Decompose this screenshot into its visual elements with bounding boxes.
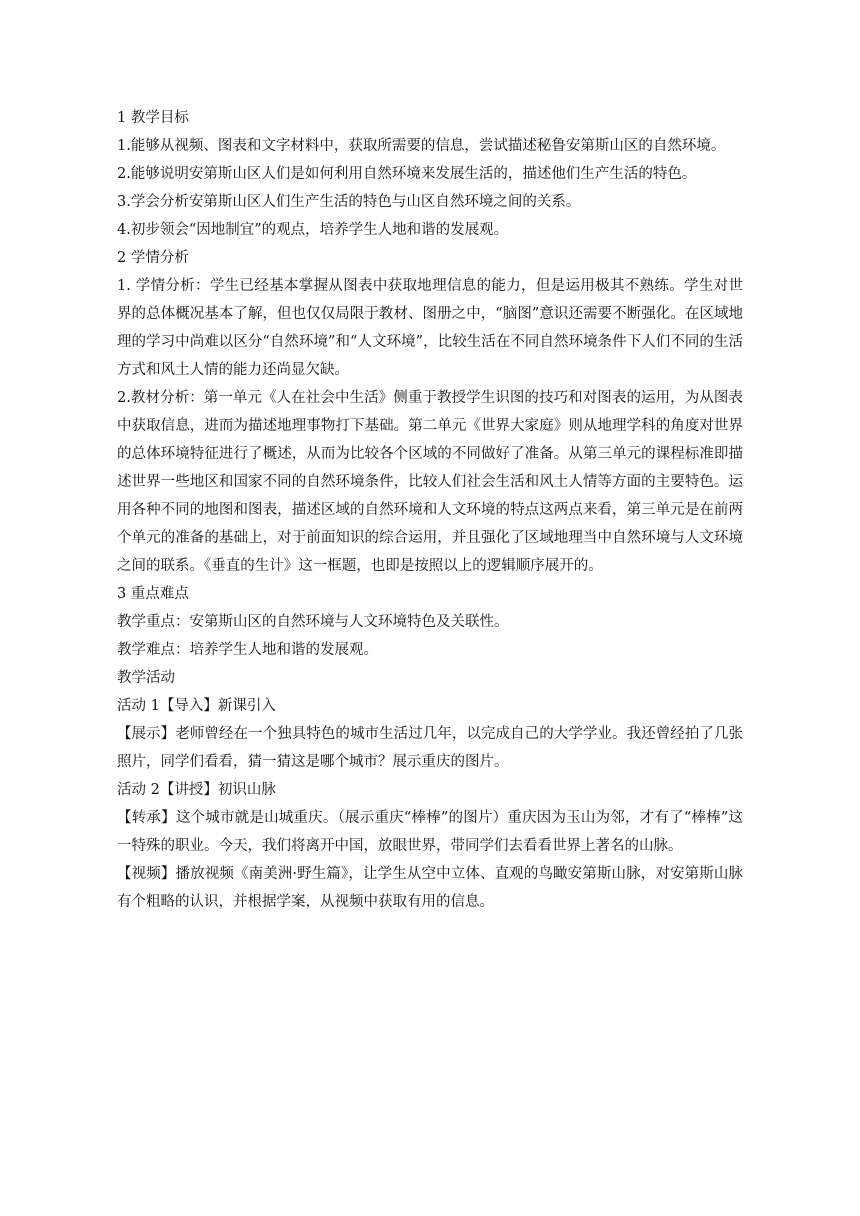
teaching-difficulty: 教学难点：培养学生人地和谐的发展观。 bbox=[117, 642, 378, 658]
teaching-key-point: 教学重点：安第斯山区的自然环境与人文环境特色及关联性。 bbox=[117, 614, 509, 630]
section-heading-student-analysis: 2 学情分析 bbox=[117, 250, 189, 266]
goal-item-4: 4.初步领会“因地制宜”的观点，培养学生人地和谐的发展观。 bbox=[117, 222, 509, 238]
activity-2-video-paragraph: 【视频】播放视频《南美洲·野生篇》，让学生从空中立体、直观的鸟瞰安第斯山脉，对安第斯山脉有个粗略的认识，并根据学案，从视频中获取有用的信息。 bbox=[117, 866, 743, 910]
section-heading-activities: 教学活动 bbox=[117, 670, 175, 686]
activity-1-heading: 活动 1【导入】新课引入 bbox=[117, 698, 276, 714]
goal-item-1: 1.能够从视频、图表和文字材料中，获取所需要的信息，尝试描述秘鲁安第斯山区的自然环境。 bbox=[117, 138, 726, 154]
section-heading-key-points: 3 重点难点 bbox=[117, 586, 189, 602]
activity-2-transition-paragraph: 【转承】这个城市就是山城重庆。（展示重庆“棒棒”的图片）重庆因为玉山为邻，才有了“棒棒”这一特殊的职业。今天，我们将离开中国，放眼世界，带同学们去看看世界上著名的山脉。 bbox=[117, 810, 743, 854]
student-analysis-paragraph: 1. 学情分析：学生已经基本掌握从图表中获取地理信息的能力，但是运用极其不熟练。学生对世界的总体概况基本了解，但也仅仅局限于教材、图册之中，“脑图”意识还需要不断强化。在区域地理的学习中尚难以区分“自然环境”和“人文环境”，比较生活在不同自然环境条件下人们不同的生活方式和风土人情的能力还尚显欠缺。 bbox=[117, 278, 743, 378]
goal-item-3: 3.学会分析安第斯山区人们生产生活的特色与山区自然环境之间的关系。 bbox=[117, 194, 581, 210]
document-body bbox=[117, 104, 743, 916]
activity-2-heading: 活动 2【讲授】初识山脉 bbox=[117, 782, 276, 798]
section-heading-teaching-goals: 1 教学目标 bbox=[117, 110, 189, 126]
activity-1-display-paragraph: 【展示】老师曾经在一个独具特色的城市生活过几年，以完成自己的大学学业。我还曾经拍了几张照片，同学们看看，猜一猜这是哪个城市？展示重庆的图片。 bbox=[117, 726, 743, 770]
goal-item-2: 2.能够说明安第斯山区人们是如何利用自然环境来发展生活的，描述他们生产生活的特色。 bbox=[117, 166, 697, 182]
textbook-analysis-paragraph: 2.教材分析：第一单元《人在社会中生活》侧重于教授学生识图的技巧和对图表的运用，为从图表中获取信息，进而为描述地理事物打下基础。第二单元《世界大家庭》则从地理学科的角度对世界的总体环境特征进行了概述，从而为比较各个区域的不同做好了准备。从第三单元的课程标准即描述世界一些地区和国家不同的自然环境条件，比较人们社会生活和风土人情等方面的主要特色。运用各种不同的地图和图表，描述区域的自然环境和人文环境的特点这两点来看，第三单元是在前两个单元的准备的基础上，对于前面知识的综合运用，并且强化了区域地理当中自然环境与人文环境之间的联系。《垂直的生计》这一框题，也即是按照以上的逻辑顺序展开的。 bbox=[117, 390, 743, 574]
